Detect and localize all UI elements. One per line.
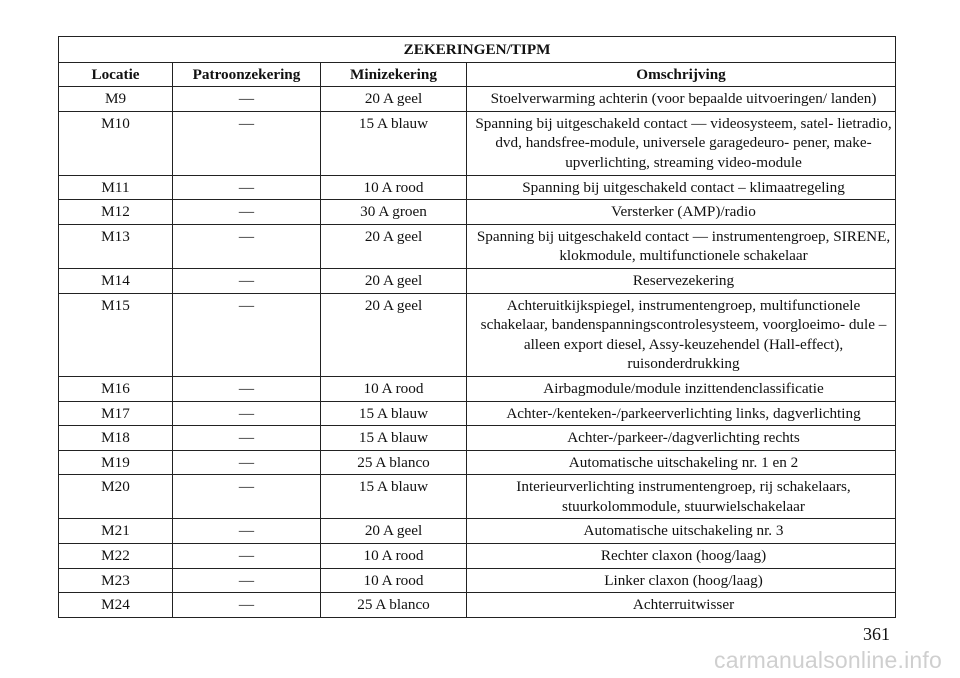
table-row (59, 519, 896, 544)
cartridge-fuse-cell: — (173, 224, 321, 268)
mini-fuse-cell: 30 A groen (321, 200, 467, 225)
location-cell: M12 (59, 200, 173, 225)
description-cell: Achterruitwisser (467, 593, 896, 618)
mini-fuse-cell: 20 A geel (321, 224, 467, 268)
table-row (59, 293, 896, 376)
description-cell: Versterker (AMP)/radio (467, 200, 896, 225)
mini-fuse-cell: 25 A blanco (321, 593, 467, 618)
fuse-table (58, 36, 896, 618)
table-row (59, 568, 896, 593)
table-row (59, 475, 896, 519)
mini-fuse-cell: 20 A geel (321, 293, 467, 376)
location-cell: M16 (59, 376, 173, 401)
table-title: ZEKERINGEN/TIPM (59, 37, 896, 63)
location-cell: M23 (59, 568, 173, 593)
description-cell: Automatische uitschakeling nr. 1 en 2 (467, 450, 896, 475)
mini-fuse-cell: 10 A rood (321, 568, 467, 593)
column-header-omschrijving: Omschrijving (467, 62, 896, 87)
mini-fuse-cell: 15 A blauw (321, 475, 467, 519)
cartridge-fuse-cell: — (173, 519, 321, 544)
cartridge-fuse-cell: — (173, 175, 321, 200)
table-row (59, 87, 896, 112)
cartridge-fuse-cell: — (173, 200, 321, 225)
description-cell: Rechter claxon (hoog/laag) (467, 544, 896, 569)
mini-fuse-cell: 10 A rood (321, 544, 467, 569)
description-cell: Airbagmodule/module inzittendenclassificatie (467, 376, 896, 401)
table-row (59, 401, 896, 426)
table-row (59, 111, 896, 175)
location-cell: M15 (59, 293, 173, 376)
location-cell: M10 (59, 111, 173, 175)
description-cell: Automatische uitschakeling nr. 3 (467, 519, 896, 544)
description-cell: Achteruitkijkspiegel, instrumentengroep, multifunctionele schakelaar, bandenspanningscontrolesysteem, voorgloeimo- dule – alleen export diesel, Assy-keuzehendel (Hall-effect), ruisonderdrukking (467, 293, 896, 376)
table-title-row (59, 37, 896, 63)
location-cell: M17 (59, 401, 173, 426)
cartridge-fuse-cell: — (173, 401, 321, 426)
table-row (59, 450, 896, 475)
cartridge-fuse-cell: — (173, 376, 321, 401)
location-cell: M22 (59, 544, 173, 569)
column-header-patroonzekering: Patroonzekering (173, 62, 321, 87)
table-row (59, 426, 896, 451)
description-cell: Interieurverlichting instrumentengroep, rij schakelaars, stuurkolommodule, stuurwielschakelaar (467, 475, 896, 519)
cartridge-fuse-cell: — (173, 450, 321, 475)
description-cell: Achter-/parkeer-/dagverlichting rechts (467, 426, 896, 451)
cartridge-fuse-cell: — (173, 87, 321, 112)
cartridge-fuse-cell: — (173, 293, 321, 376)
table-row (59, 593, 896, 618)
table-header-row (59, 62, 896, 87)
cartridge-fuse-cell: — (173, 426, 321, 451)
mini-fuse-cell: 10 A rood (321, 175, 467, 200)
table-row (59, 268, 896, 293)
location-cell: M13 (59, 224, 173, 268)
description-cell: Spanning bij uitgeschakeld contact – klimaatregeling (467, 175, 896, 200)
mini-fuse-cell: 20 A geel (321, 268, 467, 293)
table-row (59, 200, 896, 225)
table-row (59, 544, 896, 569)
location-cell: M14 (59, 268, 173, 293)
location-cell: M18 (59, 426, 173, 451)
page-number: 361 (863, 624, 890, 644)
cartridge-fuse-cell: — (173, 111, 321, 175)
cartridge-fuse-cell: — (173, 568, 321, 593)
location-cell: M19 (59, 450, 173, 475)
column-header-locatie: Locatie (59, 62, 173, 87)
mini-fuse-cell: 20 A geel (321, 87, 467, 112)
description-cell: Stoelverwarming achterin (voor bepaalde uitvoeringen/ landen) (467, 87, 896, 112)
description-cell: Achter-/kenteken-/parkeerverlichting links, dagverlichting (467, 401, 896, 426)
mini-fuse-cell: 20 A geel (321, 519, 467, 544)
mini-fuse-cell: 15 A blauw (321, 401, 467, 426)
cartridge-fuse-cell: — (173, 475, 321, 519)
cartridge-fuse-cell: — (173, 593, 321, 618)
location-cell: M24 (59, 593, 173, 618)
description-cell: Linker claxon (hoog/laag) (467, 568, 896, 593)
table-body (59, 87, 896, 618)
location-cell: M9 (59, 87, 173, 112)
description-cell: Spanning bij uitgeschakeld contact — videosysteem, satel- lietradio, dvd, handsfree-module, universele garagedeuro- pener, make-upverlichting, streaming video-module (467, 111, 896, 175)
location-cell: M21 (59, 519, 173, 544)
description-cell: Spanning bij uitgeschakeld contact — instrumentengroep, SIRENE, klokmodule, multifunctionele schakelaar (467, 224, 896, 268)
mini-fuse-cell: 15 A blauw (321, 426, 467, 451)
cartridge-fuse-cell: — (173, 544, 321, 569)
location-cell: M20 (59, 475, 173, 519)
cartridge-fuse-cell: — (173, 268, 321, 293)
location-cell: M11 (59, 175, 173, 200)
column-header-minizekering: Minizekering (321, 62, 467, 87)
description-cell: Reservezekering (467, 268, 896, 293)
mini-fuse-cell: 25 A blanco (321, 450, 467, 475)
mini-fuse-cell: 15 A blauw (321, 111, 467, 175)
table-row (59, 376, 896, 401)
table-row (59, 224, 896, 268)
watermark: carmanualsonline.info (714, 647, 942, 673)
table-row (59, 175, 896, 200)
mini-fuse-cell: 10 A rood (321, 376, 467, 401)
